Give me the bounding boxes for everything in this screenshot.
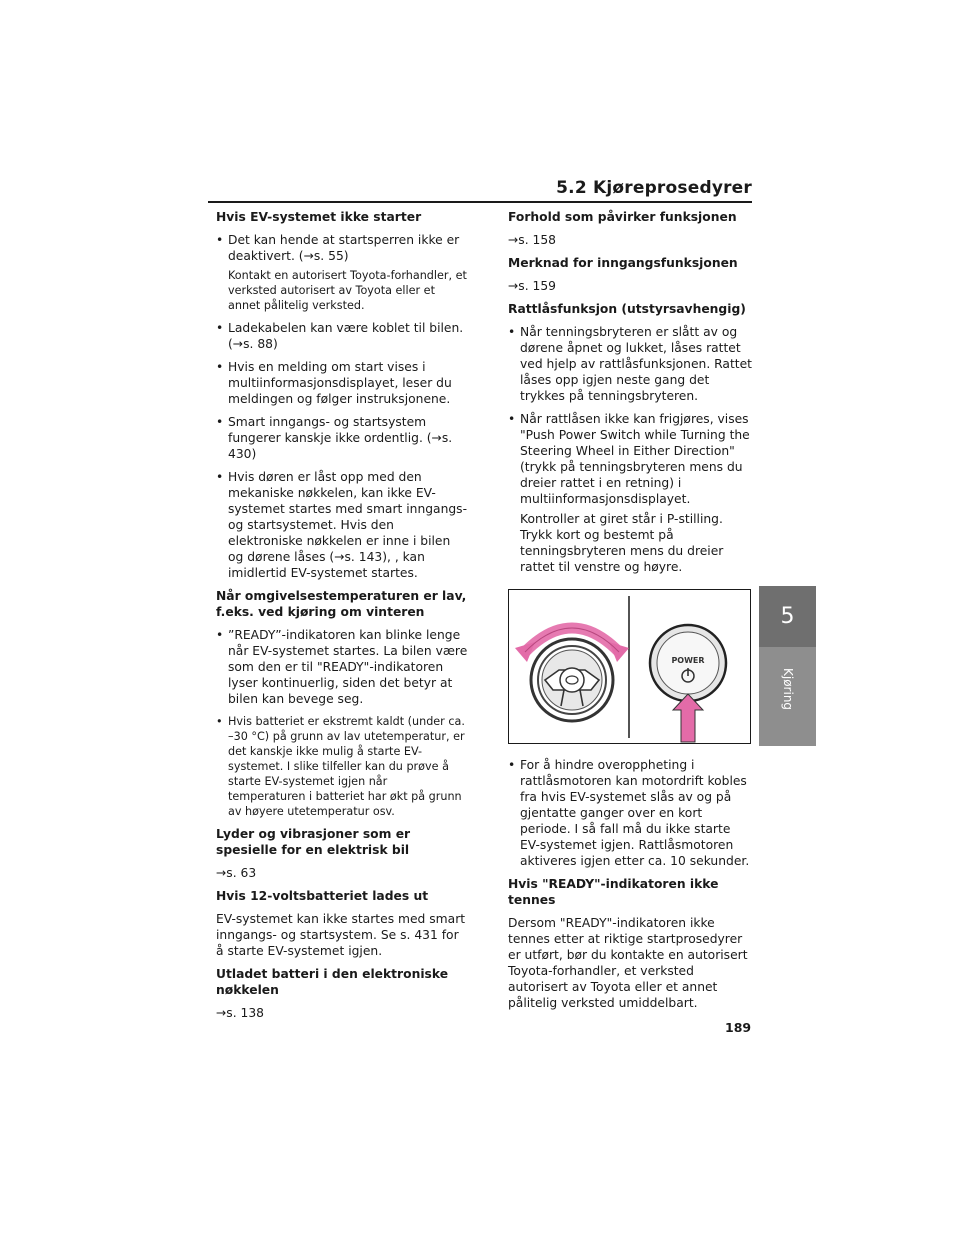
heading-low-temperature: Når omgivelsestemperaturen er lav, f.eks. ved kjøring om vinteren — [216, 589, 467, 619]
list-item — [508, 411, 753, 575]
page-reference-link[interactable]: →s. 158 — [508, 233, 556, 247]
illustration-svg — [509, 590, 750, 743]
right-column-lower — [508, 757, 753, 1018]
heading-sounds-vibrations: Lyder og vibrasjoner som er spesielle for en elektrisk bil — [216, 827, 411, 857]
list-item: • Hvis en melding om start vises i multiinformasjonsdisplayet, leser du meldingen og følger instruksjonene. — [216, 359, 468, 407]
push-arrow-icon — [673, 694, 703, 742]
power-button-label: POWER — [671, 656, 705, 665]
page-reference-link[interactable]: →s. 159 — [508, 279, 556, 293]
chapter-tab[interactable] — [759, 586, 816, 746]
bullet-text: Når rattlåsen ikke kan frigjøres, vises "Push Power Switch while Turning the Steering Wheel in Either Direction" (trykk på tenningsbryteren mens du dreier rattet i en retning) i multiinformasjonsdisplayet. — [520, 412, 750, 506]
list-item: • Smart inngangs- og startsystem fungerer kanskje ikke ordentlig. (→s. 430) — [216, 414, 468, 462]
bullet-subtext: Kontakt en autorisert Toyota-forhandler, et verksted autorisert av Toyota eller et annet pålitelig verksted. — [228, 269, 467, 312]
list-item: • Ladekabelen kan være koblet til bilen. (→s. 88) — [216, 320, 468, 352]
paragraph-ready-indicator: Dersom "READY"-indikatoren ikke tennes etter at riktige startprosedyrer er utført, bør du kontakte en autorisert Toyota-forhandler, et verksted autorisert av Toyota eller et annet pålitelig verksted umiddelbart. — [508, 916, 748, 1010]
list-item: • ”READY”-indikatoren kan blinke lenge når EV-systemet startes. La bilen være som den er til "READY"-indikatoren lyser kontinuerlig, siden det betyr at bilen kan bevege seg. — [216, 627, 468, 707]
bullet-subtext: Kontroller at giret står i P-stilling. Trykk kort og bestemt på tenningsbryteren mens du dreier rattet til venstre og høyre. — [520, 512, 724, 574]
list-item: • For å hindre overoppheting i rattlåsmotoren kan motordrift kobles fra hvis EV-systemet slås av og på gjentatte ganger over en kort periode. I så fall må du ikke starte EV-systemet igjen. Rattlåsmotoren aktiveres igjen etter ca. 10 sekunder. — [508, 757, 753, 869]
paragraph-12v-battery: EV-systemet kan ikke startes med smart inngangs- og startsystem. Se s. 431 for å starte EV-systemet igjen. — [216, 912, 466, 958]
list-item: • Når tenningsbryteren er slått av og dørene åpnet og lukket, låses rattet ved hjelp av rattlåsfunksjonen. Rattet låses opp igjen neste gang det trykkes på tenningsbryteren. — [508, 324, 753, 404]
page-reference-link[interactable]: →s. 63 — [216, 866, 257, 880]
heading-conditions: Forhold som påvirker funksjonen — [508, 210, 737, 224]
list-item: • Hvis døren er låst opp med den mekaniske nøkkelen, kan ikke EV-systemet startes med smart inngangs- og startsystemet. Hvis den elektroniske nøkkelen er inne i bilen og dørene låses (→s. 143), , kan imidlertid EV-systemet startes. — [216, 469, 468, 581]
heading-ready-indicator: Hvis "READY"-indikatoren ikke tennes — [508, 877, 719, 907]
heading-ev-not-starting: Hvis EV-systemet ikke starter — [216, 210, 422, 224]
right-column — [508, 209, 753, 582]
page-reference-link[interactable]: →s. 138 — [216, 1006, 264, 1020]
header-divider — [208, 201, 752, 203]
heading-key-battery: Utladet batteri i den elektroniske nøkkelen — [216, 967, 449, 997]
heading-entry-note: Merknad for inngangsfunksjonen — [508, 256, 738, 270]
heading-12v-battery: Hvis 12-voltsbatteriet lades ut — [216, 889, 429, 903]
steering-power-illustration — [508, 589, 751, 744]
power-button-icon — [650, 625, 726, 701]
page-number: 189 — [725, 1020, 752, 1035]
list-item — [216, 232, 468, 313]
left-column — [216, 209, 468, 1028]
bullet-text: Det kan hende at startsperren ikke er deaktivert. (→s. 55) — [228, 233, 460, 263]
list-item: • Hvis batteriet er ekstremt kaldt (under ca. –30 °C) på grunn av lav utetemperatur, er det kanskje ikke mulig å starte EV-systemet. I slike tilfeller kan du prøve å starte EV-systemet igjen når temperaturen i batteriet har økt på grunn av høyere utetemperatur osv. — [216, 714, 468, 819]
steering-wheel-icon — [531, 639, 613, 721]
chapter-label: Kjøring — [781, 667, 795, 711]
heading-steering-lock: Rattlåsfunksjon (utstyrsavhengig) — [508, 302, 746, 316]
section-title: 5.2 Kjøreprosedyrer — [556, 178, 752, 198]
chapter-number: 5 — [759, 586, 816, 647]
